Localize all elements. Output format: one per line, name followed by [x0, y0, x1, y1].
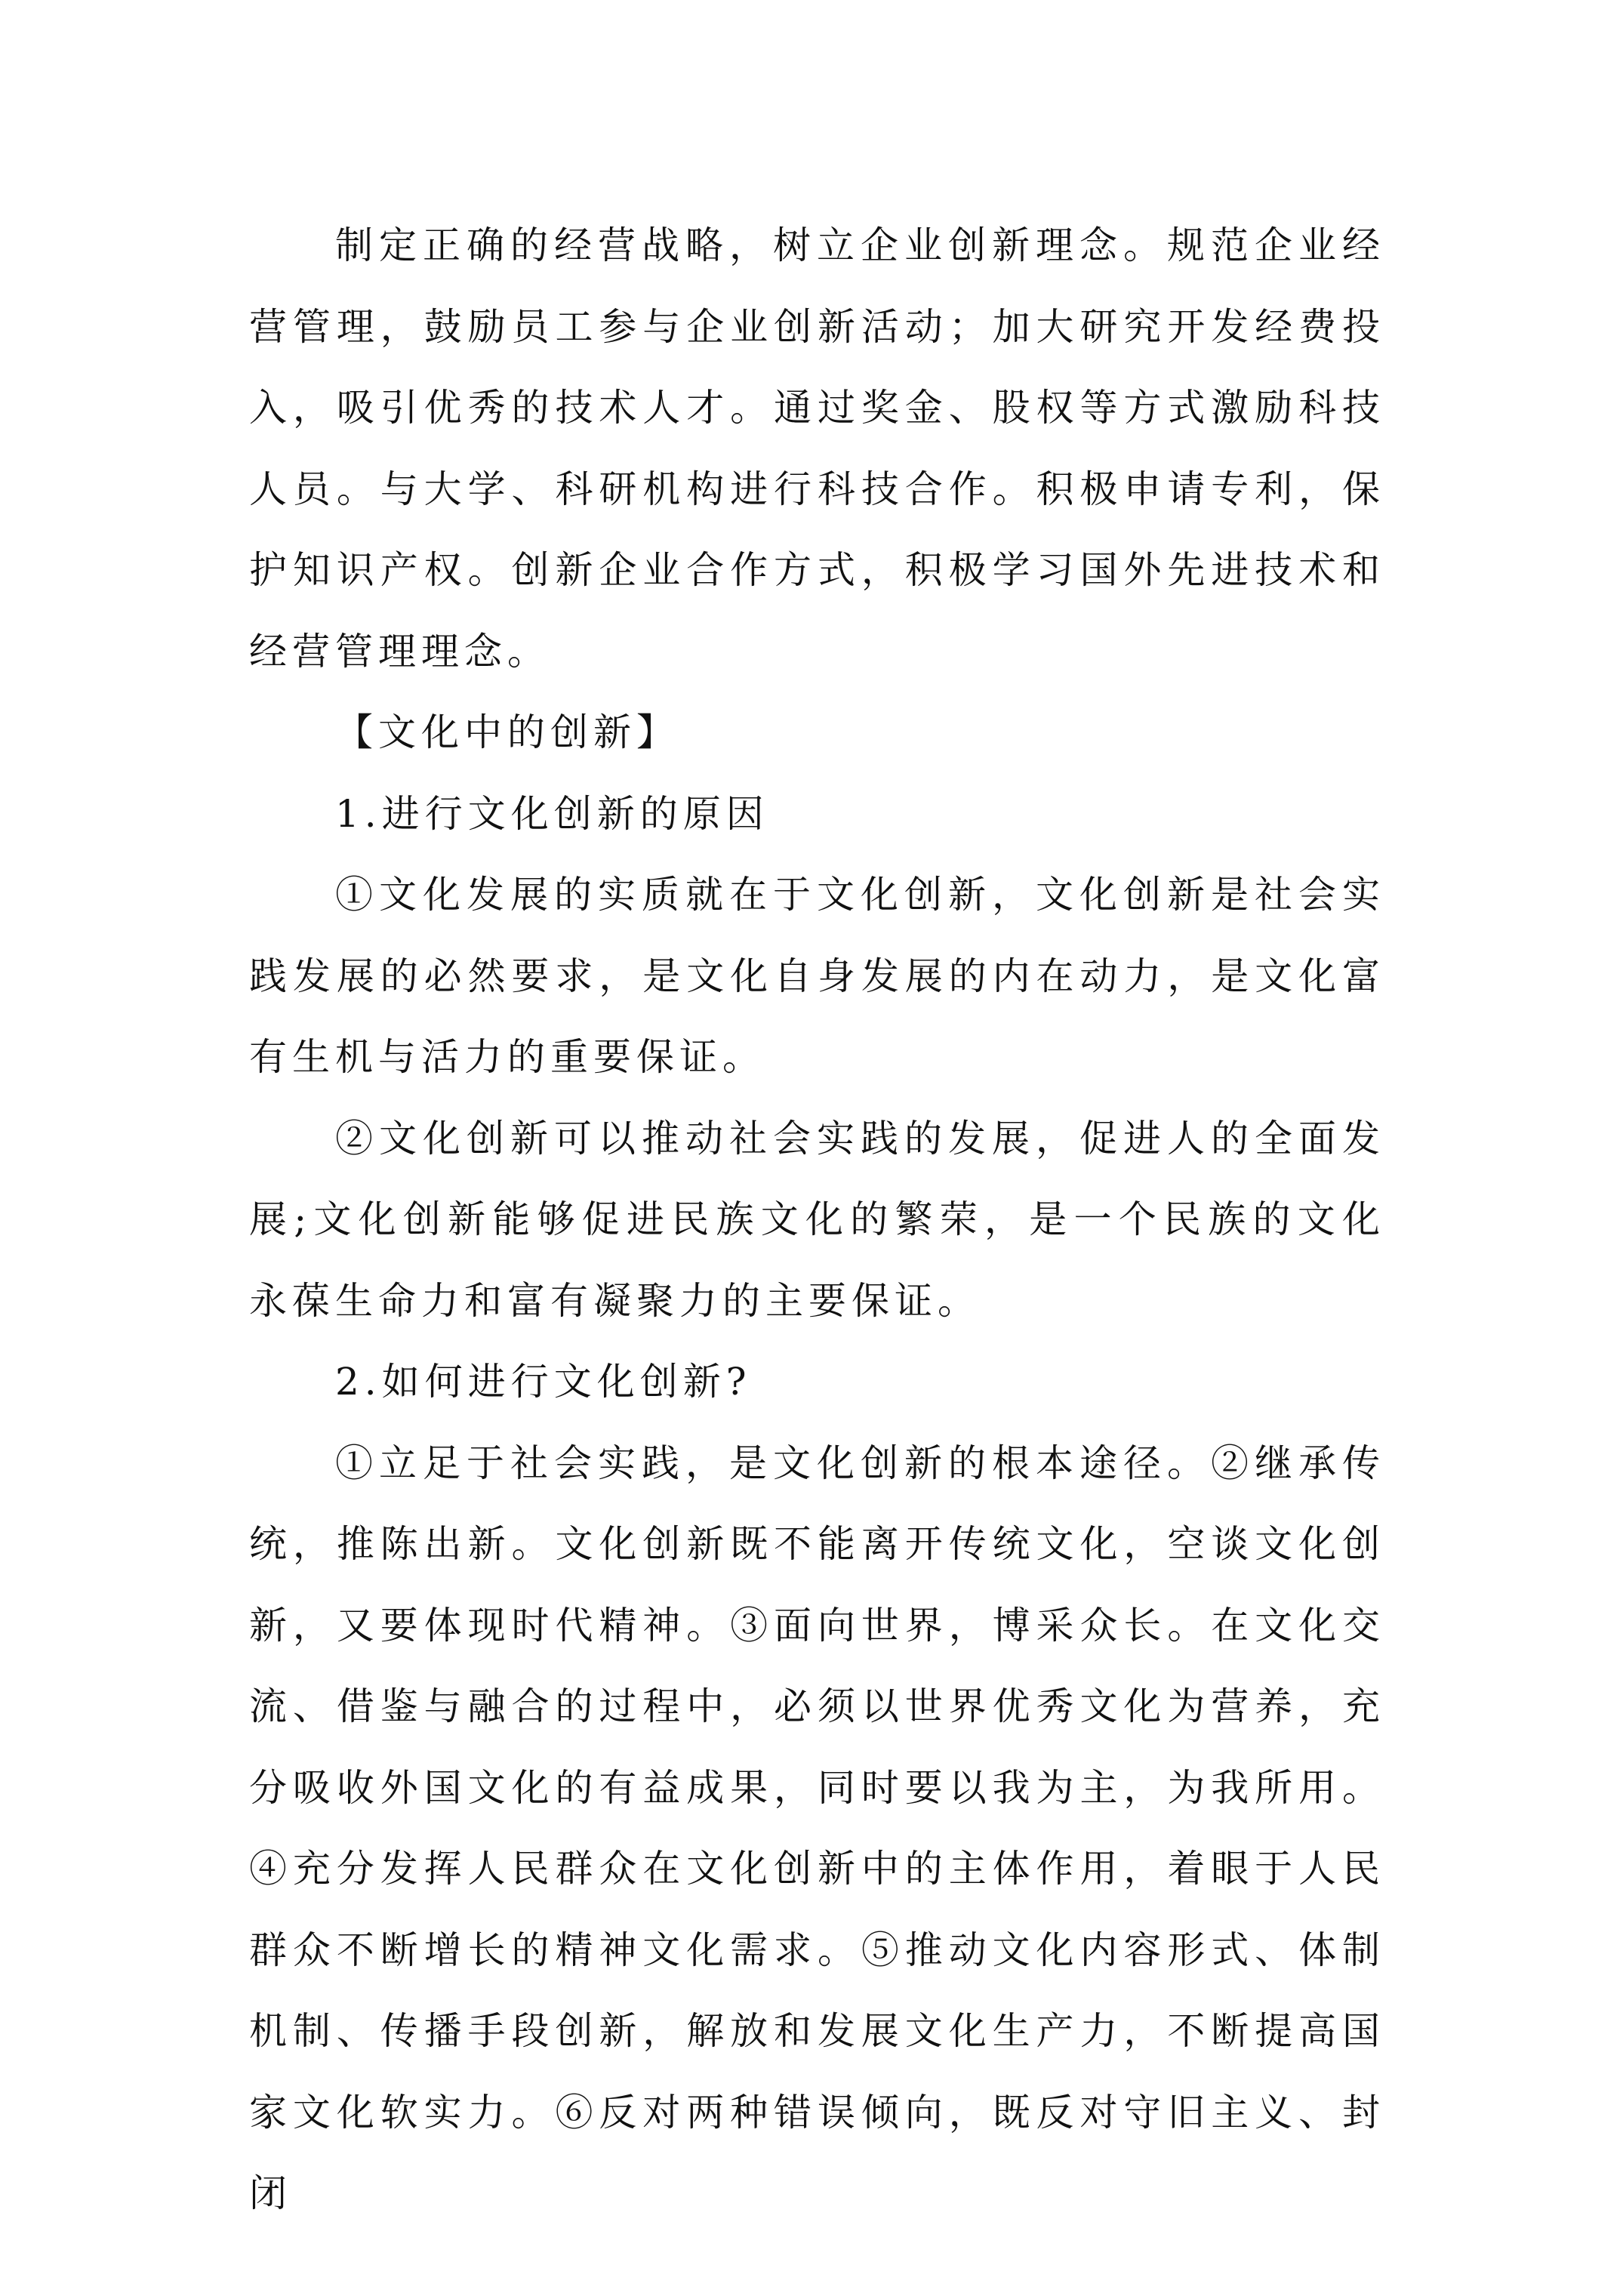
paragraph-methods: ①立足于社会实践，是文化创新的根本途径。②继承传统，推陈出新。文化创新既不能离开传统文化，空谈文化创新，又要体现时代精神。③面向世界，博采众长。在文化交流、借鉴与融合的过程中，必须以世界优秀文化为营养，充分吸收外国文化的有益成果，同时要以我为主，为我所用。④充分发挥人民群众在文化创新中的主体作用，着眼于人民群众不断增长的精神文化需求。⑤推动文化内容形式、体制机制、传播手段创新，解放和发展文化生产力，不断提高国家文化软实力。⑥反对两种错误倾向，既反对守旧主义、封闭 [249, 1441, 1385, 2215]
paragraph-reason-1: ①文化发展的实质就在于文化创新，文化创新是社会实践发展的必然要求，是文化自身发展的内在动力，是文化富有生机与活力的重要保证。 [249, 873, 1385, 1079]
paragraph-reason-2: ②文化创新可以推动社会实践的发展，促进人的全面发展;文化创新能够促进民族文化的繁荣，是一个民族的文化永葆生命力和富有凝聚力的主要保证。 [249, 1116, 1385, 1323]
subheading-reasons: 1.进行文化创新的原因 [335, 791, 769, 836]
section-heading-culture-innovation: 【文化中的创新】 [335, 710, 679, 754]
document-body [249, 205, 1385, 2235]
paragraph-enterprise-innovation: 制定正确的经营战略，树立企业创新理念。规范企业经营管理，鼓励员工参与企业创新活动；加大研究开发经费投入，吸引优秀的技术人才。通过奖金、股权等方式激励科技人员。与大学、科研机构进行科技合作。积极申请专利，保护知识产权。创新企业合作方式，积极学习国外先进技术和经营管理理念。 [249, 223, 1385, 673]
subheading-how-to-innovate: 2.如何进行文化创新? [335, 1360, 752, 1404]
